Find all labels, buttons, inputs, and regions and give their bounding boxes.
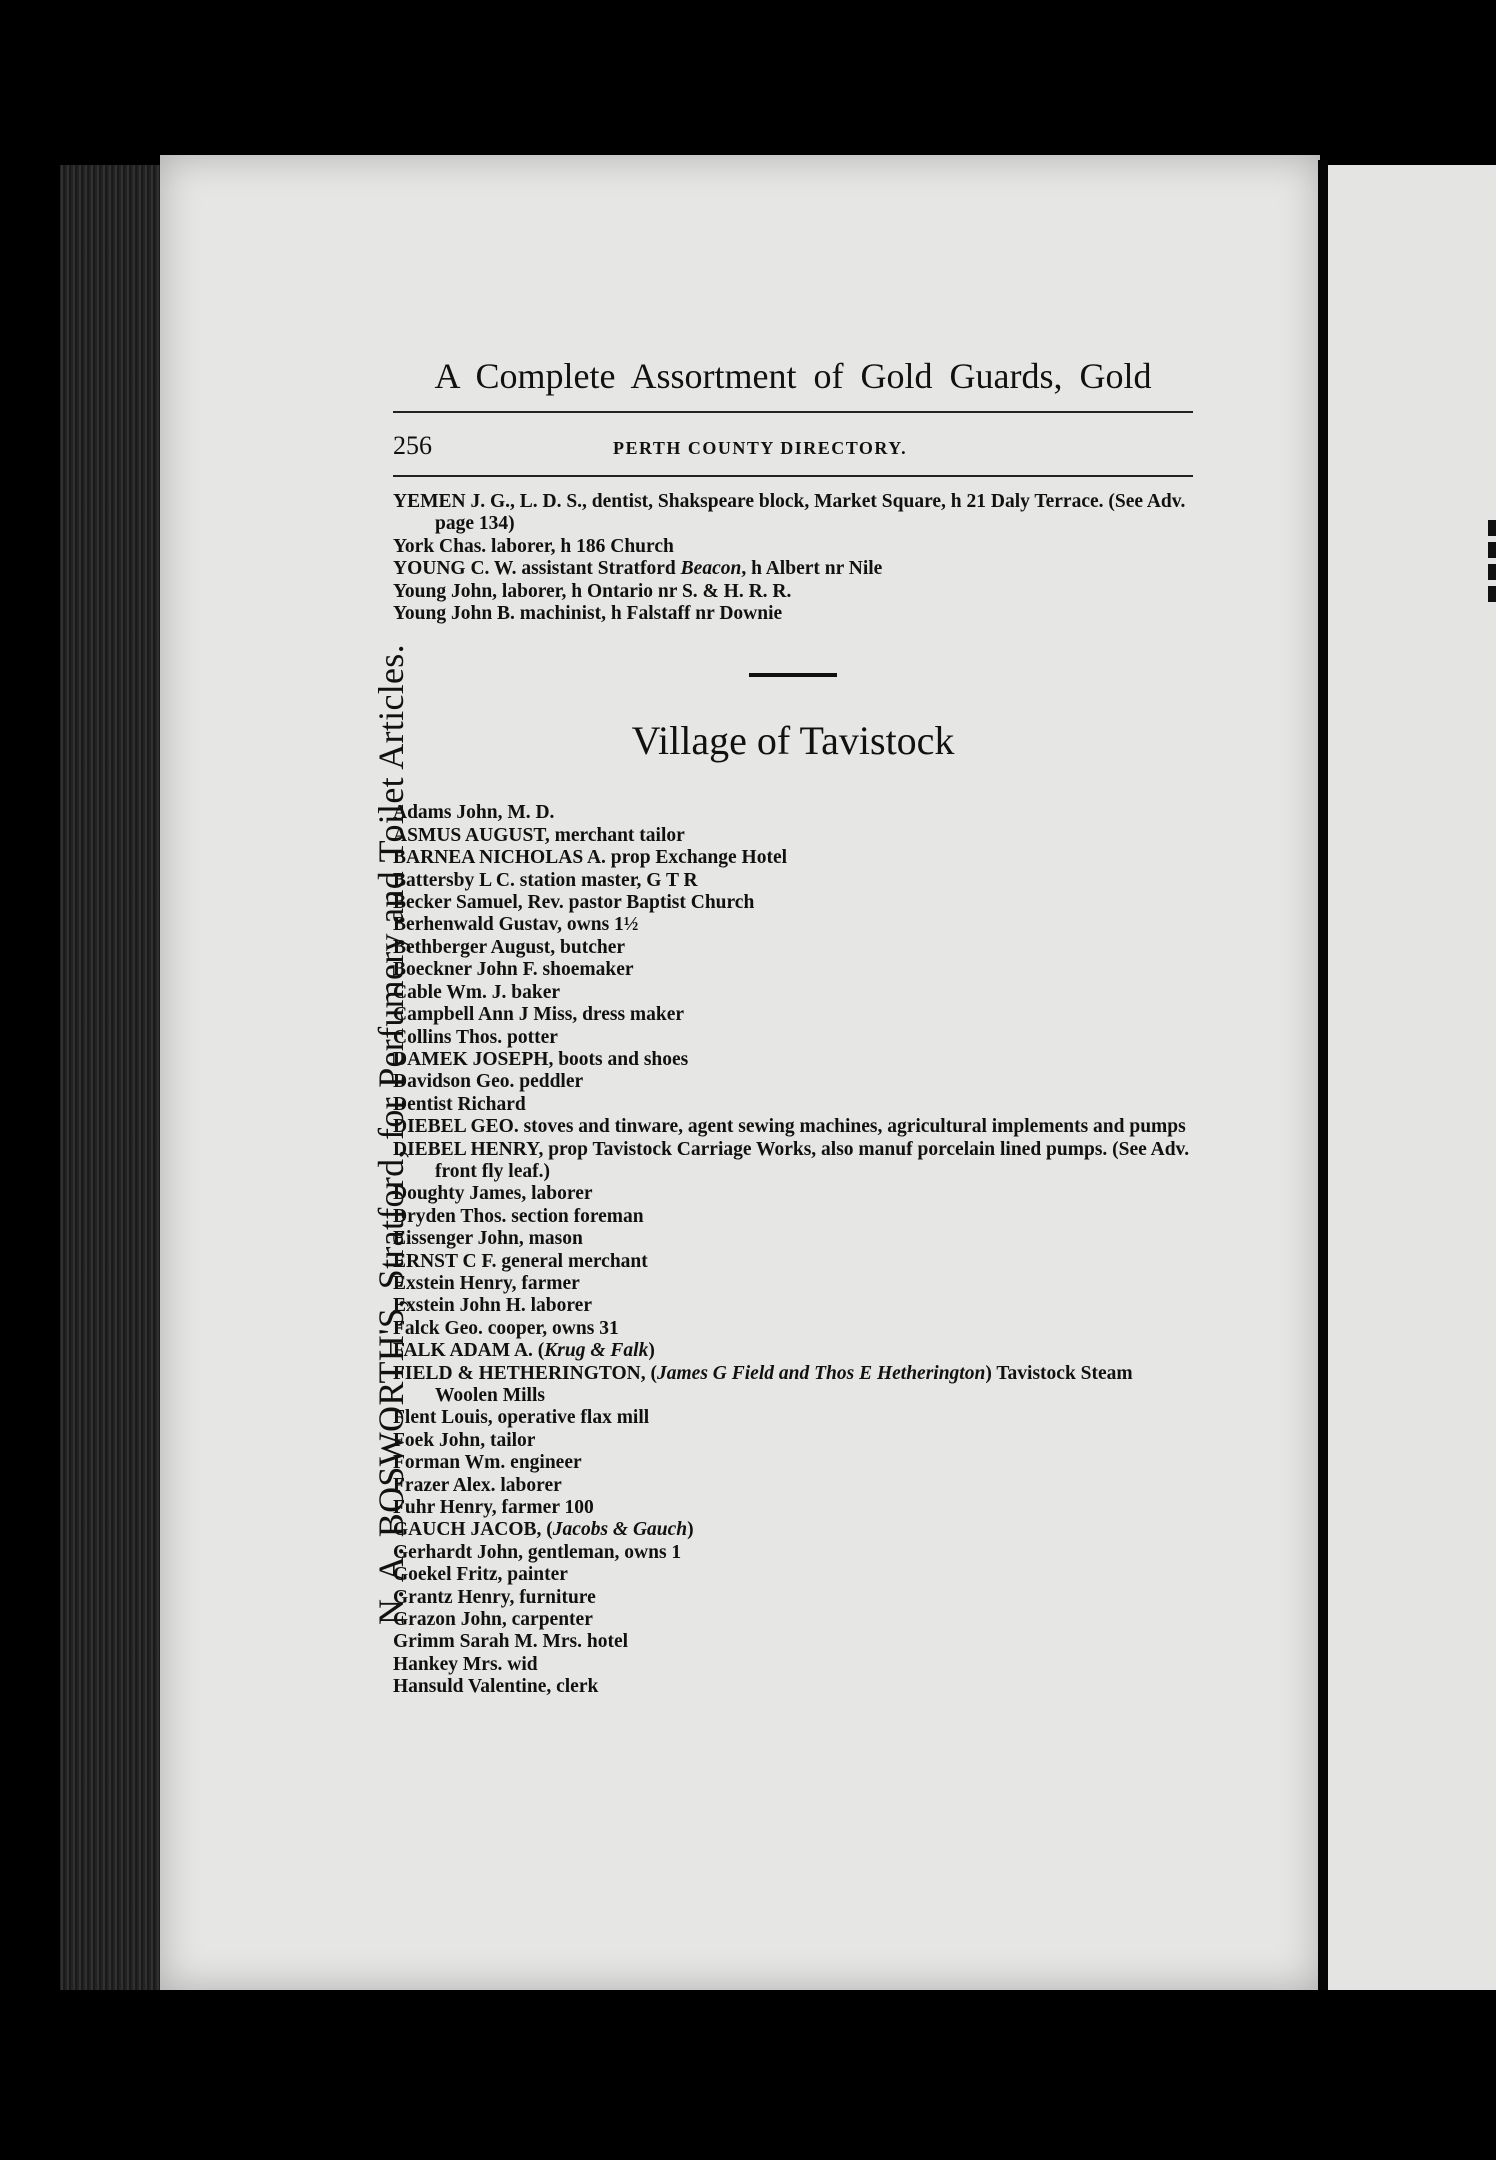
directory-entry: Grantz Henry, furniture bbox=[393, 1586, 596, 1608]
page-number: 256 bbox=[393, 431, 432, 460]
directory-entry: DIEBEL GEO. stoves and tinware, agent sewing machines, agricultural implements and pumps bbox=[393, 1116, 1186, 1138]
top-advert-banner: A Complete Assortment of Gold Guards, Gold bbox=[393, 355, 1193, 413]
stratford-entries bbox=[393, 491, 1193, 625]
directory-entry: Young John B. machinist, h Falstaff nr Downie bbox=[393, 603, 783, 625]
side-advertisement: N. A. BOSWORTH'S, Stratford, for Perfumery and Toilet Articles. bbox=[371, 644, 411, 1625]
directory-entry: Falck Geo. cooper, owns 31 bbox=[393, 1317, 619, 1339]
entry-firm: Beacon bbox=[680, 558, 742, 580]
directory-entry: Davidson Geo. peddler bbox=[393, 1071, 584, 1093]
directory-entry: Collins Thos. potter bbox=[393, 1026, 558, 1048]
entry-detail: ) bbox=[687, 1519, 694, 1541]
directory-entry: Boeckner John F. shoemaker bbox=[393, 959, 634, 981]
entry-detail: ) bbox=[648, 1340, 655, 1362]
directory-entry: Gerhardt John, gentleman, owns 1 bbox=[393, 1541, 682, 1563]
directory-entry: BARNEA NICHOLAS A. prop Exchange Hotel bbox=[393, 847, 788, 869]
directory-entry: Fuhr Henry, farmer 100 bbox=[393, 1497, 594, 1519]
directory-entry: Exstein Henry, farmer bbox=[393, 1272, 580, 1294]
directory-entry bbox=[393, 558, 1193, 580]
directory-entry: Foek John, tailor bbox=[393, 1429, 536, 1451]
entry-detail: , h Albert nr Nile bbox=[741, 558, 883, 580]
directory-entry: Adams John, M. D. bbox=[393, 802, 555, 824]
directory-entry: YEMEN J. G., L. D. S., dentist, Shakspeare block, Market Square, h 21 Daly Terrace. (See Adv. page 134) bbox=[393, 491, 1186, 535]
entry-name: FALK ADAM A. ( bbox=[393, 1340, 545, 1362]
directory-entry: Grimm Sarah M. Mrs. hotel bbox=[393, 1631, 629, 1653]
directory-entry: Goekel Fritz, painter bbox=[393, 1564, 568, 1586]
directory-entry: Dryden Thos. section foreman bbox=[393, 1205, 644, 1227]
directory-entry: Dentist Richard bbox=[393, 1093, 526, 1115]
directory-entry: Young John, laborer, h Ontario nr S. & H. R. R. bbox=[393, 580, 792, 602]
directory-entry: Flent Louis, operative flax mill bbox=[393, 1407, 650, 1429]
directory-entry: Becker Samuel, Rev. pastor Baptist Church bbox=[393, 892, 755, 914]
section-title: Village of Tavistock bbox=[631, 718, 955, 764]
directory-entry: Bethberger August, butcher bbox=[393, 936, 626, 958]
facing-page-edge bbox=[1328, 165, 1496, 1990]
tavistock-entries bbox=[393, 802, 1193, 1698]
directory-entry: Forman Wm. engineer bbox=[393, 1452, 582, 1474]
entry-name: YOUNG C. W. assistant Stratford bbox=[393, 558, 681, 580]
entry-detail: ) Tavistock Steam Woolen Mills bbox=[435, 1362, 1133, 1406]
entry-firm: James G Field and Thos E Hetherington bbox=[657, 1362, 986, 1384]
directory-entry: Berhenwald Gustav, owns 1½ bbox=[393, 914, 639, 936]
section-divider bbox=[749, 673, 837, 677]
facing-page-marks bbox=[1488, 520, 1496, 608]
running-head bbox=[393, 431, 1193, 477]
directory-entry bbox=[393, 1363, 1193, 1408]
directory-entry: Hankey Mrs. wid bbox=[393, 1653, 538, 1675]
directory-entry: DAMEK JOSEPH, boots and shoes bbox=[393, 1048, 689, 1070]
directory-entry: Frazer Alex. laborer bbox=[393, 1474, 562, 1496]
directory-title: PERTH COUNTY DIRECTORY. bbox=[613, 438, 908, 458]
directory-entry: ERNST C F. general merchant bbox=[393, 1250, 648, 1272]
directory-entry: Grazon John, carpenter bbox=[393, 1609, 593, 1631]
directory-entry: Battersby L C. station master, G T R bbox=[393, 869, 698, 891]
directory-entry: Cable Wm. J. baker bbox=[393, 981, 561, 1003]
directory-entry: ASMUS AUGUST, merchant tailor bbox=[393, 824, 685, 846]
directory-entry: Doughty James, laborer bbox=[393, 1183, 593, 1205]
directory-entry: Hansuld Valentine, clerk bbox=[393, 1676, 599, 1698]
directory-entry: DIEBEL HENRY, prop Tavistock Carriage Works, also manuf porcelain lined pumps. (See Adv. front fly leaf.) bbox=[393, 1138, 1190, 1182]
directory-entry: York Chas. laborer, h 186 Church bbox=[393, 535, 674, 557]
directory-entry bbox=[393, 1519, 1193, 1541]
entry-firm: Jacobs & Gauch bbox=[552, 1519, 688, 1541]
directory-entry bbox=[393, 1340, 1193, 1362]
page-content bbox=[393, 355, 1193, 1699]
directory-entry: Campbell Ann J Miss, dress maker bbox=[393, 1004, 685, 1026]
page-gutter bbox=[1318, 160, 1328, 1990]
entry-name: FIELD & HETHERINGTON, ( bbox=[393, 1362, 658, 1384]
entry-name: GAUCH JACOB, ( bbox=[393, 1519, 553, 1541]
entry-firm: Krug & Falk bbox=[544, 1340, 649, 1362]
directory-entry: Eissenger John, mason bbox=[393, 1228, 583, 1250]
directory-entry: Exstein John H. laborer bbox=[393, 1295, 592, 1317]
